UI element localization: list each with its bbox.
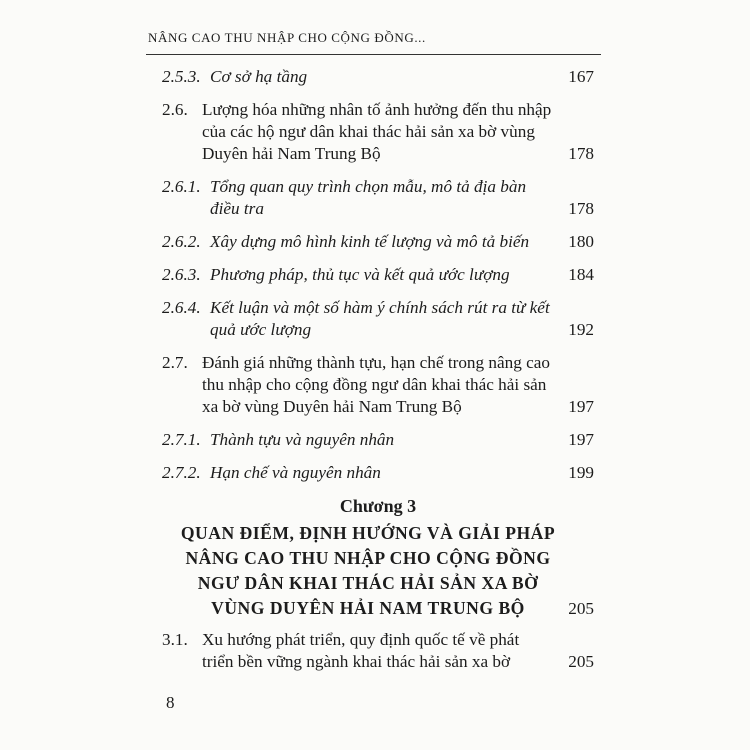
toc-entry (162, 99, 594, 165)
toc-entry-number: 3.1. (162, 630, 188, 649)
toc-entry (162, 176, 594, 220)
toc-entry-number: 2.6.4. (162, 298, 201, 317)
toc-entry (162, 429, 594, 451)
page-number: 8 (166, 693, 175, 712)
toc-entry-page: 197 (568, 397, 594, 416)
chapter-title (162, 521, 594, 621)
header-rule (146, 54, 601, 55)
running-head: NÂNG CAO THU NHẬP CHO CỘNG ĐỒNG... (148, 30, 426, 45)
toc-entry (162, 352, 594, 418)
toc-entry-number: 2.6. (162, 100, 188, 119)
toc-entry-title: Phương pháp, thủ tục và kết quả ước lượng (210, 265, 510, 284)
toc-entry-title: Thành tựu và nguyên nhân (210, 430, 395, 449)
table-of-contents (162, 66, 594, 684)
toc-entry-title: Kết luận và một số hàm ý chính sách rút ra từ kết quả ước lượng (210, 298, 550, 339)
toc-entry-page: 192 (568, 320, 594, 339)
chapter-title-line: NÂNG CAO THU NHẬP CHO CỘNG ĐỒNG (185, 548, 551, 568)
chapter-page-number: 205 (568, 599, 594, 618)
toc-entry-title: Cơ sở hạ tầng (210, 67, 308, 86)
toc-entry-number: 2.6.2. (162, 232, 201, 251)
toc-entry (162, 231, 594, 253)
chapter-title-line: VÙNG DUYÊN HẢI NAM TRUNG BỘ (211, 598, 525, 618)
toc-entry-page: 178 (568, 199, 594, 218)
toc-list-chapter-3 (162, 629, 594, 673)
toc-entry-number: 2.7.2. (162, 463, 201, 482)
toc-entry-page: 167 (568, 67, 594, 86)
toc-entry (162, 264, 594, 286)
chapter-title-line: NGƯ DÂN KHAI THÁC HẢI SẢN XA BỜ (197, 573, 539, 593)
toc-entry-number: 2.6.3. (162, 265, 201, 284)
toc-entry-number: 2.6.1. (162, 177, 201, 196)
toc-entry-page: 205 (568, 652, 594, 671)
toc-entry (162, 629, 594, 673)
toc-entry-number: 2.5.3. (162, 67, 201, 86)
toc-entry-title: Xu hướng phát triển, quy định quốc tế về phát triển bền vững ngành khai thác hải sản xa bờ (202, 630, 520, 671)
toc-entry-page: 178 (568, 144, 594, 163)
toc-entry-page: 197 (568, 430, 594, 449)
toc-entry-page: 199 (568, 463, 594, 482)
toc-entry (162, 66, 594, 88)
toc-entry-title: Tổng quan quy trình chọn mẫu, mô tả địa bàn điều tra (210, 177, 527, 218)
toc-entry (162, 462, 594, 484)
toc-entry-title: Hạn chế và nguyên nhân (210, 463, 381, 482)
toc-entry-number: 2.7.1. (162, 430, 201, 449)
toc-entry-title: Đánh giá những thành tựu, hạn chế trong nâng cao thu nhập cho cộng đồng ngư dân khai thác hải sản xa bờ vùng Duyên hải Nam Trung Bộ (202, 353, 550, 416)
toc-entry-number: 2.7. (162, 353, 188, 372)
chapter-title-line: QUAN ĐIỂM, ĐỊNH HƯỚNG VÀ GIẢI PHÁP (180, 523, 556, 543)
toc-list-chapter-2 (162, 66, 594, 484)
toc-entry-page: 184 (568, 265, 594, 284)
toc-entry-title: Xây dựng mô hình kinh tế lượng và mô tả biến (210, 232, 530, 251)
chapter-label: Chương 3 (339, 496, 417, 516)
toc-entry-title: Lượng hóa những nhân tố ảnh hưởng đến thu nhập của các hộ ngư dân khai thác hải sản xa bờ vùng Duyên hải Nam Trung Bộ (202, 100, 552, 163)
toc-entry (162, 297, 594, 341)
toc-entry-page: 180 (568, 232, 594, 251)
